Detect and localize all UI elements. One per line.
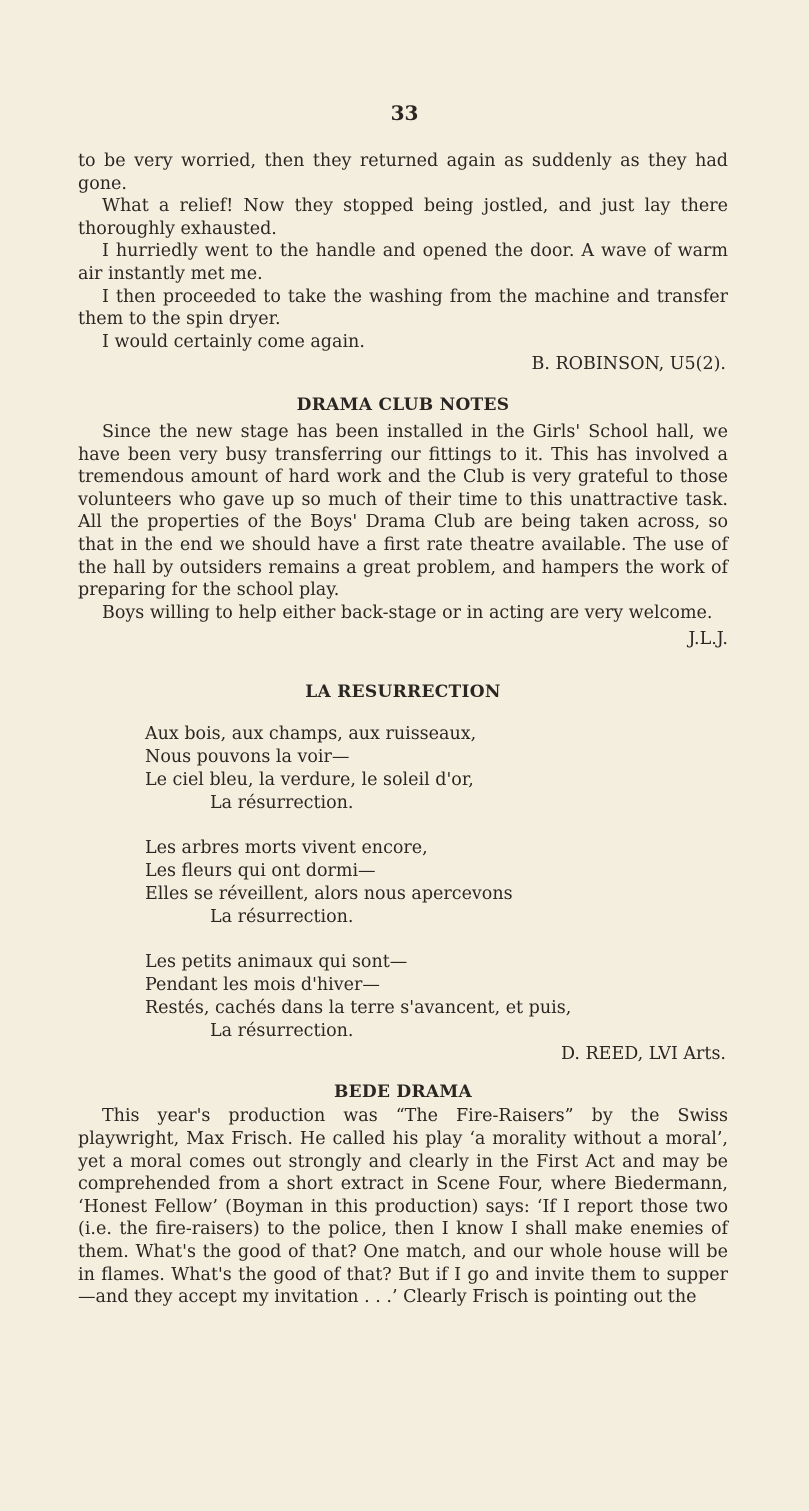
bede-drama-paragraph: This year's production was “The Fire-Raisers” by the Swiss playwright, Max Frisch. He called his play ‘a morality without a moral’, yet a moral comes out strongly and clearly in the First Act and may be comprehended from a short extract in Scene Four, where Biedermann, ‘Honest Fellow’ (Boyman in this production) says: ‘If I report those two (i.e. the fire-raisers) to the police, then I know I shall make enemies of them. What's the good of that? One match, and our whole house will be in flames. What's the good of that? But if I go and invite them to supper—and they accept my invitation . . .’ Clearly Frisch is pointing out the: [78, 1106, 728, 1308]
poem-heading: LA RESURRECTION: [305, 681, 501, 702]
poem-line: Les petits animaux qui sont—: [145, 951, 408, 972]
poem-line: Les arbres morts vivent encore,: [145, 837, 428, 858]
poem-stanza: [145, 951, 728, 1043]
poem-line: Le ciel bleu, la verdure, le soleil d'or,: [145, 769, 474, 790]
poem-line: Nous pouvons la voir—: [145, 746, 350, 767]
poem-section: [78, 681, 728, 1066]
poem-line: Elles se réveillent, alors nous apercevons: [145, 883, 513, 904]
story-ending: [78, 150, 728, 376]
bede-drama: [78, 1081, 728, 1308]
bede-drama-heading: BEDE DRAMA: [333, 1082, 472, 1103]
poem-line: Pendant les mois d'hiver—: [145, 974, 380, 995]
poem-author: D. REED, LVI Arts.: [560, 1043, 726, 1064]
drama-club-heading: DRAMA CLUB NOTES: [296, 394, 510, 415]
story-paragraph: I hurriedly went to the handle and opened the door. A wave of warm air instantly met me.: [78, 241, 728, 284]
drama-club-paragraph: Since the new stage has been installed in the Girls' School hall, we have been very busy transferring our fittings to it. This has involved a tremendous amount of hard work and the Club is very grateful to those volunteers who gave up so much of their time to this unattractive task. All the properties of the Boys' Drama Club are being taken across, so that in the end we should have a first rate theatre available. The use of the hall by outsiders remains a great problem, and hampers the work of preparing for the school play.: [78, 421, 728, 601]
drama-club-paragraph: Boys willing to help either back-stage or in acting are very welcome.: [102, 602, 713, 623]
poem-line: Aux bois, aux champs, aux ruisseaux,: [145, 723, 477, 744]
story-paragraph: What a relief! Now they stopped being jostled, and just lay there thoroughly exhausted.: [78, 196, 728, 239]
poem-line: Restés, cachés dans la terre s'avancent, et puis,: [145, 997, 572, 1018]
poem-body: [145, 723, 728, 1043]
drama-club-signature: J.L.J.: [688, 629, 728, 650]
drama-club-notes: [78, 394, 728, 651]
story-author: B. ROBINSON, U5(2).: [531, 354, 726, 375]
poem-refrain: La résurrection.: [210, 792, 354, 813]
poem-line: Les fleurs qui ont dormi—: [145, 860, 376, 881]
story-paragraph: to be very worried, then they returned again as suddenly as they had gone.: [78, 151, 728, 194]
poem-refrain: La résurrection.: [210, 1020, 354, 1041]
poem-stanza: [145, 723, 728, 815]
story-paragraph: I would certainly come again.: [102, 331, 365, 352]
poem-refrain: La résurrection.: [210, 906, 354, 927]
page-number: 33: [390, 101, 419, 125]
page-content: [78, 150, 728, 1309]
poem-stanza: [145, 837, 728, 929]
story-paragraph: I then proceeded to take the washing from the machine and transfer them to the spin dryer.: [78, 286, 728, 330]
